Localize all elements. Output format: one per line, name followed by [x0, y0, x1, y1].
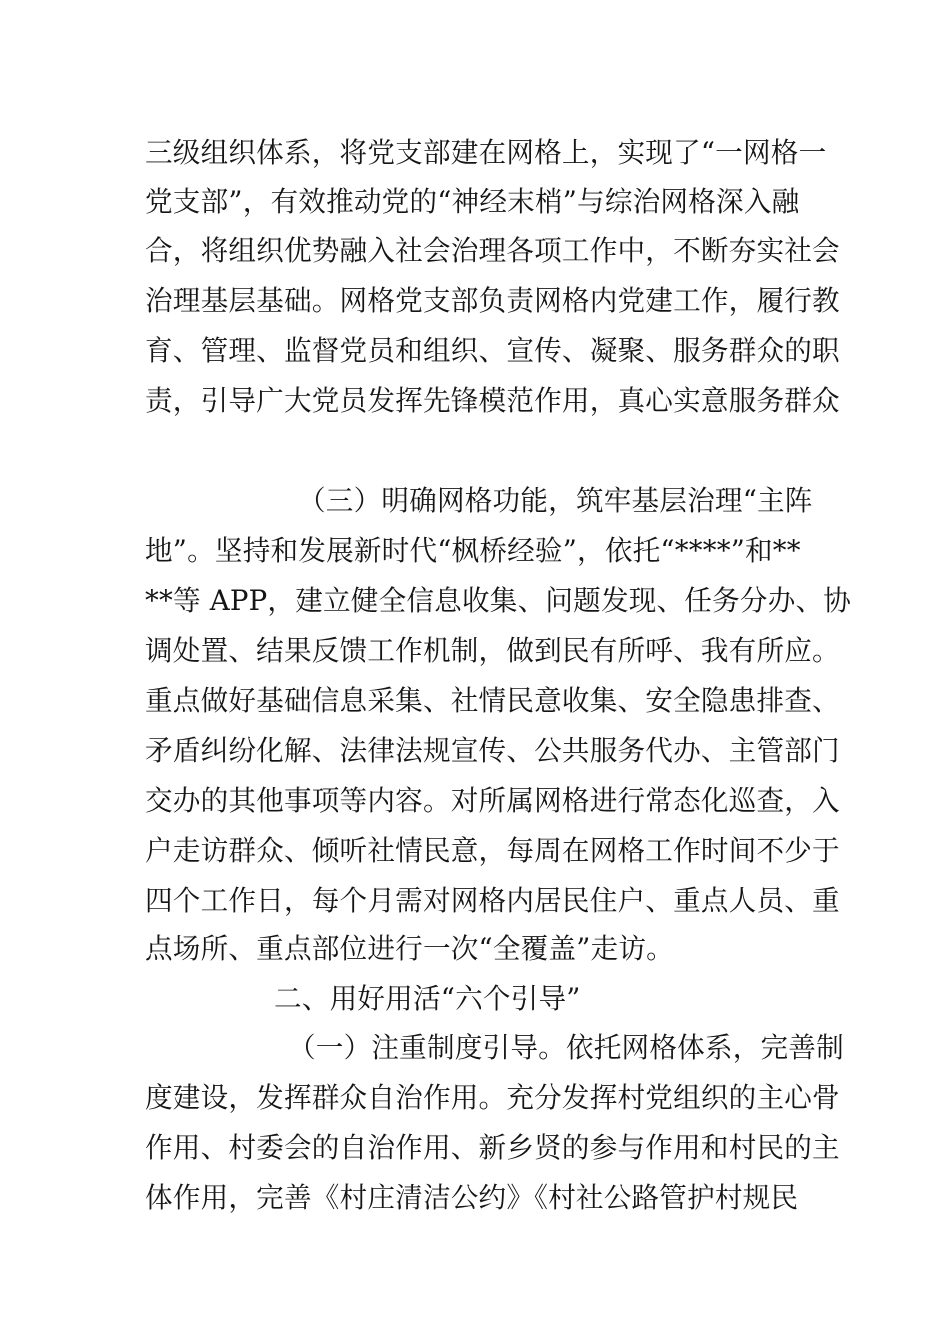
- paragraph-1-line-5: 育、管理、监督党员和组织、宣传、凝聚、服务群众的职: [145, 334, 840, 367]
- paragraph-1-line-1: 三级组织体系，将党支部建在网格上，实现了“一网格一: [145, 136, 827, 169]
- section-heading: 二、用好用活“六个引导”: [274, 982, 581, 1015]
- paragraph-3-line-2: 度建设，发挥群众自治作用。充分发挥村党组织的主心骨: [145, 1081, 840, 1114]
- paragraph-2-line-9: 四个工作日，每个月需对网格内居民住户、重点人员、重: [145, 884, 840, 917]
- paragraph-2-line-2: 地”。坚持和发展新时代“枫桥经验”，依托“****”和**: [145, 534, 801, 567]
- paragraph-2-line-4: 调处置、结果反馈工作机制，做到民有所呼、我有所应。: [145, 634, 840, 667]
- paragraph-3-line-3: 作用、村委会的自治作用、新乡贤的参与作用和村民的主: [145, 1131, 840, 1164]
- paragraph-2-line-8: 户走访群众、倾听社情民意，每周在网格工作时间不少于: [145, 834, 840, 867]
- paragraph-3-line-1: （一）注重制度引导。依托网格体系，完善制: [288, 1031, 844, 1064]
- paragraph-3-line-4: 体作用，完善《村庄清洁公约》《村社公路管护村规民: [145, 1181, 799, 1214]
- paragraph-2-line-5: 重点做好基础信息采集、社情民意收集、安全隐患排查、: [145, 684, 840, 717]
- paragraph-2-line-6: 矛盾纠纷化解、法律法规宣传、公共服务代办、主管部门: [145, 734, 840, 767]
- paragraph-2-line-3: **等 APP，建立健全信息收集、问题发现、任务分办、协: [145, 584, 852, 617]
- paragraph-2-line-1: （三）明确网格功能，筑牢基层治理“主阵: [298, 484, 813, 517]
- paragraph-1-line-2: 党支部”，有效推动党的“神经末梢”与综治网格深入融: [145, 185, 800, 218]
- paragraph-1-line-4: 治理基层基础。网格党支部负责网格内党建工作，履行教: [145, 284, 840, 317]
- paragraph-1-line-6: 责，引导广大党员发挥先锋模范作用，真心实意服务群众: [145, 384, 840, 417]
- paragraph-2-line-10: 点场所、重点部位进行一次“全覆盖”走访。: [145, 932, 674, 965]
- paragraph-2-line-7: 交办的其他事项等内容。对所属网格进行常态化巡查，入: [145, 784, 840, 817]
- paragraph-1-line-3: 合，将组织优势融入社会治理各项工作中，不断夯实社会: [145, 234, 840, 267]
